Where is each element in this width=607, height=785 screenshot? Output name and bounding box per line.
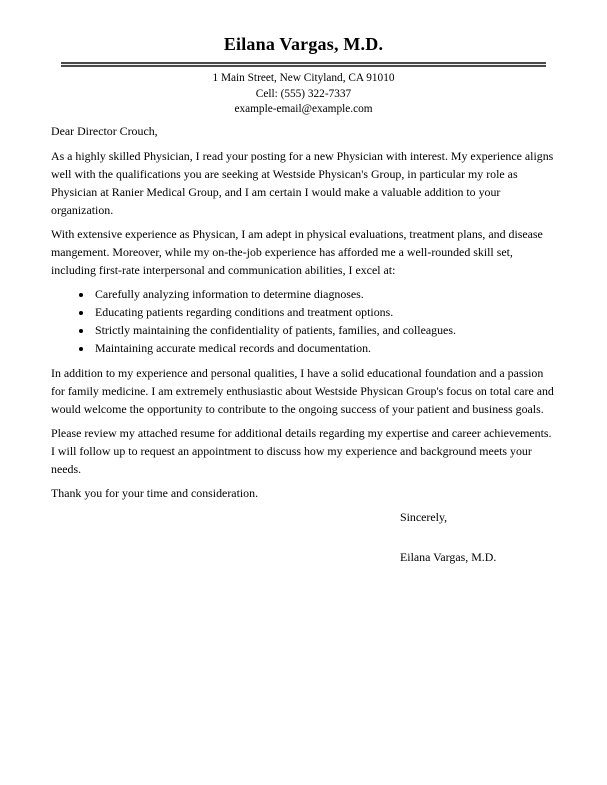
bullet-item: • Strictly maintaining the confidentiality of patients, families, and colleagues. <box>93 321 556 339</box>
letterhead-name: Eilana Vargas, M.D. <box>223 34 384 54</box>
thank-you-line: Thank you for your time and consideration. <box>51 485 259 500</box>
bullet-item: • Educating patients regarding conditions and treatment options. <box>93 303 556 321</box>
paragraph-intro: As a highly skilled Physician, I read your posting for a new Physician with interest. My experience aligns well with the qualifications you are seeking at Westside Physican's Group, in particular my role as Physician at Ranier Medical Group, and I am certain I would make a valuable addition to your organization. <box>51 148 554 217</box>
contact-email: example-email@example.com <box>234 103 373 115</box>
bullet-item: • Carefully analyzing information to determine diagnoses. <box>93 285 556 303</box>
closing-line: Sincerely, <box>400 509 448 524</box>
salutation: Dear Director Crouch, <box>51 123 158 138</box>
skills-bullet-list <box>51 285 556 357</box>
paragraph-education: In addition to my experience and personal qualities, I have a solid educational foundation and a passion for family medicine. I am extremely enthusiastic about Westside Physican Group's focus on total care and would welcome the opportunity to contribute to the ongoing success of your patient and business goals. <box>51 365 554 416</box>
bullet-item: • Maintaining accurate medical records and documentation. <box>93 339 556 357</box>
paragraph-experience: With extensive experience as Physican, I am adept in physical evaluations, treatment plans, and disease mangement. Moreover, while my on-the-job experience has afforded me a well-rounded skill set, including first-rate interpersonal and communication abilities, I excel at: <box>51 226 543 277</box>
contact-phone: Cell: (555) 322-7337 <box>255 87 352 100</box>
contact-block <box>0 71 607 118</box>
letter-body <box>51 122 556 566</box>
contact-address: 1 Main Street, New Cityland, CA 91010 <box>212 72 395 84</box>
letterhead-divider-rule <box>61 62 546 67</box>
signature-name: Eilana Vargas, M.D. <box>400 549 497 564</box>
paragraph-resume-followup: Please review my attached resume for additional details regarding my expertise and career achievements. I will follow up to request an appointment to discuss how my experience and background meets your needs. <box>51 425 552 476</box>
